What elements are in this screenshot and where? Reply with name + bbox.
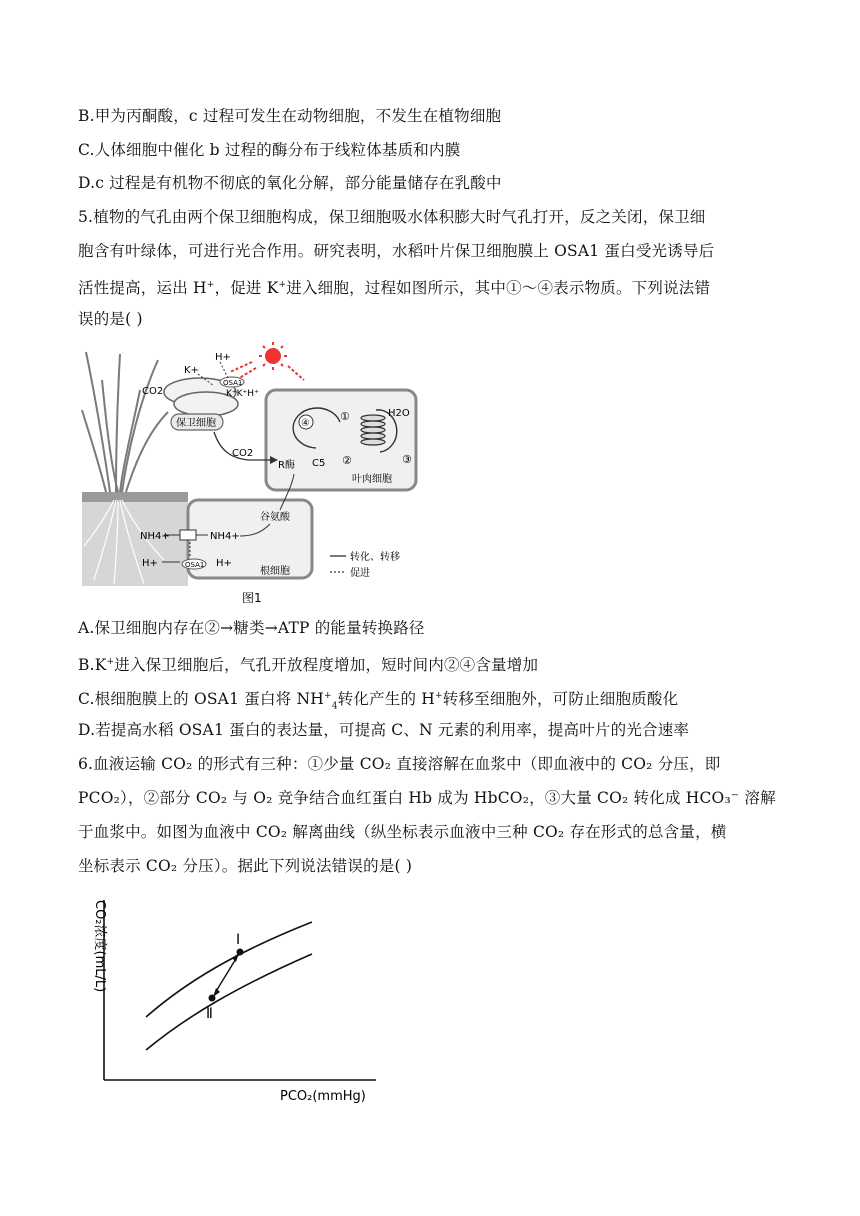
q4-option-c: C.人体细胞中催化 b 过程的酶分布于线粒体基质和内膜 (78, 141, 461, 159)
q5-stem-line3: 活性提高，运出 H+，促进 K+进入细胞，过程如图所示，其中①～④表示物质。下列说法错 (78, 279, 711, 298)
enzyme-label: R酶 (278, 460, 295, 471)
figure-legend (330, 550, 400, 579)
marker-1: ① (340, 410, 350, 423)
marker-4: ④ (301, 418, 310, 429)
x-axis-label: PCO₂(mmHg) (280, 1089, 366, 1104)
point-i-label: Ⅰ (236, 932, 241, 948)
svg-text:K⁺K⁺H⁺: K⁺K⁺H⁺ (226, 389, 259, 399)
glutamate-label: 谷氨酸 (260, 512, 290, 523)
legend-dotted-label: 促进 (350, 568, 370, 579)
q6-stem-line2: PCO₂），②部分 CO₂ 与 O₂ 竞争结合血红蛋白 Hb 成为 HbCO₂，③大量 CO₂ 转化成 HCO₃⁻ 溶解 (78, 789, 776, 807)
co2-label-1: CO2 (142, 386, 164, 397)
nh4-outside-label: NH4+ (140, 531, 170, 542)
q5-option-b: B.K+进入保卫细胞后，气孔开放程度增加，短时间内②④含量增加 (78, 656, 539, 675)
k-label: K+ (184, 365, 199, 376)
q4-option-d: D.c 过程是有机物不彻底的氧化分解，部分能量储存在乳酸中 (78, 174, 502, 192)
figure-1 (80, 340, 440, 608)
marker-3: ③ (402, 453, 412, 466)
q6-stem-line1: 6.血液运输 CO₂ 的形式有三种：①少量 CO₂ 直接溶解在血浆中（即血液中的 CO₂ 分压，即 (78, 755, 721, 773)
soil-region (82, 498, 188, 586)
co2-dissociation-chart (76, 892, 396, 1112)
root-cell-label: 根细胞 (260, 566, 290, 577)
co2-label-2: CO2 (232, 448, 254, 459)
q5-option-a: A.保卫细胞内存在②→糖类→ATP 的能量转换路径 (78, 619, 425, 637)
q5-option-c: C.根细胞膜上的 OSA1 蛋白将 $NH^+_4$转化产生的 H+转移至细胞外，可防止细胞质酸化 (78, 690, 679, 712)
osa1-guard-label: OSA1 (223, 379, 243, 387)
marker-2: ② (342, 454, 352, 467)
osa1-root-label: OSA1 (185, 561, 205, 569)
q6-stem-line4: 坐标表示 CO₂ 分压）。据此下列说法错误的是( ) (78, 857, 413, 875)
point-ii-label: Ⅱ (206, 1006, 213, 1022)
y-axis-label: CO₂浓度(mL/L) (92, 900, 107, 993)
nh4-inside-label: NH4+ (210, 531, 240, 542)
q5-option-d: D.若提高水稻 OSA1 蛋白的表达量，可提高 C、N 元素的利用率，提高叶片的光合速率 (78, 721, 690, 739)
h2o-label: H2O (388, 408, 410, 419)
guard-cell-label: 保卫细胞 (176, 418, 216, 429)
sun-icon (230, 342, 304, 380)
q5-stem-line2: 胞含有叶绿体，可进行光合作用。研究表明，水稻叶片保卫细胞膜上 OSA1 蛋白受光诱导后 (78, 242, 715, 260)
q5-stem-line1: 5.植物的气孔由两个保卫细胞构成，保卫细胞吸水体积膨大时气孔打开，反之关闭，保卫细 (78, 208, 706, 226)
q5-stem-line4: 误的是( ) (78, 310, 143, 328)
h-outside-label: H+ (142, 558, 158, 569)
h-inside-label: H+ (216, 558, 232, 569)
lower-curve (146, 954, 312, 1050)
c5-label: C5 (312, 458, 326, 469)
legend-solid-label: 转化、转移 (350, 552, 400, 563)
q4-option-b: B.甲为丙酮酸，c 过程可发生在动物细胞，不发生在植物细胞 (78, 107, 502, 125)
h-label: H+ (215, 352, 231, 363)
rice-plant-drawing (82, 352, 168, 492)
mesophyll-cell-diagram (214, 390, 416, 490)
q6-stem-line3: 于血浆中。如图为血液中 CO₂ 解离曲线（纵坐标表示血液中三种 CO₂ 存在形式的总含量，横 (78, 823, 727, 841)
guard-cell-diagram (142, 352, 259, 430)
figure-caption: 图1 (242, 591, 262, 605)
mesophyll-label: 叶肉细胞 (352, 474, 392, 485)
